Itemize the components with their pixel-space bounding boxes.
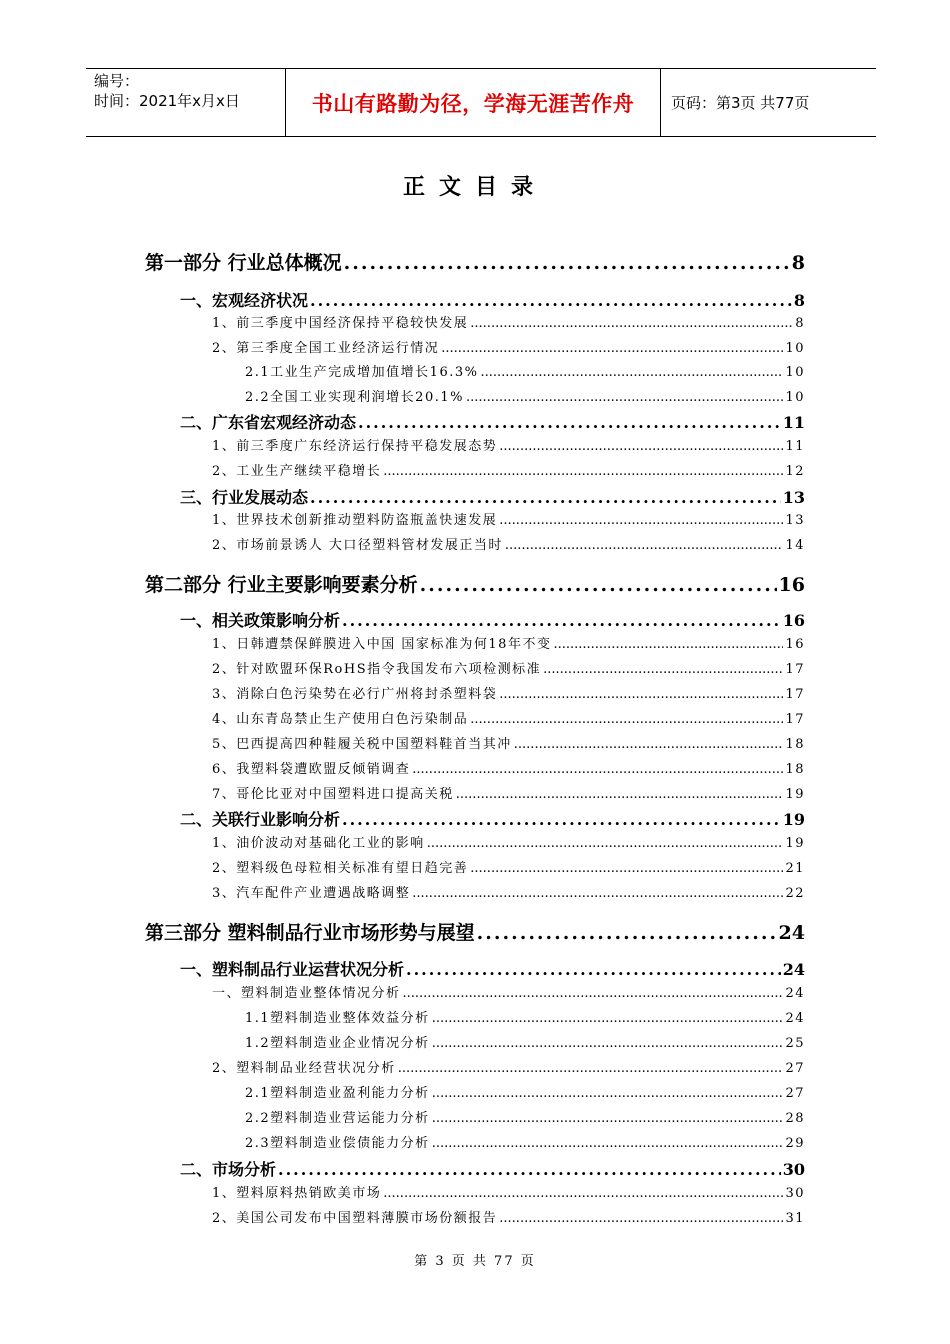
toc-entry-title: 2.3塑料制造业偿债能力分析: [245, 1136, 430, 1151]
toc-page-number: 17: [785, 712, 805, 727]
toc-entry-title: 2、针对欧盟环保RoHS指令我国发布六项检测标准: [212, 662, 542, 677]
toc-page-number: 29: [785, 1136, 805, 1151]
toc-entry-title: 2、塑料制品业经营状况分析: [212, 1061, 396, 1076]
toc-page-number: 11: [782, 413, 805, 432]
number-label: 编号：: [94, 72, 140, 90]
header-page-info: 页码：第3页 共77页: [671, 94, 810, 112]
toc-entry-level-4[interactable]: [245, 1107, 805, 1126]
toc-dot-leader: [499, 1211, 783, 1226]
toc-dot-leader: [466, 390, 783, 405]
toc-dot-leader: [420, 574, 777, 596]
toc-entry-level-2[interactable]: [180, 288, 805, 311]
toc-entry-level-2[interactable]: [180, 410, 805, 433]
toc-page-number: 31: [785, 1211, 805, 1226]
toc-entry-level-3[interactable]: [212, 758, 805, 777]
toc-dot-leader: [383, 464, 783, 479]
toc-page-number: 24: [782, 960, 805, 979]
toc-page-number: 10: [785, 390, 805, 405]
toc-entry-level-3[interactable]: [212, 683, 805, 702]
toc-entry-title: 3、消除白色污染势在必行广州将封杀塑料袋: [212, 687, 498, 702]
toc-page-number: 17: [785, 662, 805, 677]
toc-page-number: 22: [785, 886, 805, 901]
toc-dot-leader: [427, 836, 784, 851]
toc-dot-leader: [358, 413, 781, 432]
toc-dot-leader: [499, 687, 783, 702]
toc-page-number: 24: [778, 922, 805, 944]
toc-dot-leader: [543, 662, 783, 677]
toc-entry-level-3[interactable]: [212, 312, 805, 331]
toc-dot-leader: [480, 365, 783, 380]
toc-entry-level-3[interactable]: [212, 982, 805, 1001]
toc-entry-title: 一、塑料制品行业运营状况分析: [180, 960, 405, 979]
toc-page-number: 25: [785, 1036, 805, 1051]
toc-entry-level-2[interactable]: [180, 485, 805, 508]
toc-entry-title: 2、工业生产继续平稳增长: [212, 464, 382, 479]
toc-entry-title: 第三部分 塑料制品行业市场形势与展望: [145, 922, 475, 944]
toc-dot-leader: [432, 1086, 784, 1101]
toc-dot-leader: [310, 291, 792, 310]
toc-entry-level-4[interactable]: [245, 1082, 805, 1101]
toc-page-number: 28: [785, 1111, 805, 1126]
toc-page-number: 12: [785, 464, 805, 479]
toc-page-number: 19: [785, 836, 805, 851]
toc-page-number: 30: [782, 1160, 805, 1179]
toc-entry-title: 1、日韩遭禁保鲜膜进入中国 国家标准为何18年不变: [212, 637, 552, 652]
toc-page-number: 19: [782, 810, 805, 829]
toc-dot-leader: [499, 439, 783, 454]
toc-entry-level-4[interactable]: [245, 386, 805, 405]
toc-entry-level-3[interactable]: [212, 337, 805, 356]
toc-dot-leader: [342, 810, 781, 829]
toc-entry-title: 2、市场前景诱人 大口径塑料管材发展正当时: [212, 538, 503, 553]
toc-page-number: 27: [785, 1086, 805, 1101]
toc-entry-level-3[interactable]: [212, 1207, 805, 1226]
toc-dot-leader: [398, 1061, 784, 1076]
header-motto: 书山有路勤为径，学海无涯苦作舟: [286, 69, 661, 136]
toc-entry-title: 二、市场分析: [180, 1160, 277, 1179]
toc-dot-leader: [432, 1011, 784, 1026]
toc-page-number: 24: [785, 986, 805, 1001]
toc-entry-title: 6、我塑料袋遭欧盟反倾销调查: [212, 762, 411, 777]
toc-dot-leader: [470, 861, 783, 876]
toc-entry-title: 2.2塑料制造业营运能力分析: [245, 1111, 430, 1126]
toc-page-number: 18: [785, 762, 805, 777]
toc-entry-level-1[interactable]: [145, 248, 805, 275]
page-header: [86, 68, 876, 137]
toc-page-number: 18: [785, 737, 805, 752]
toc-entry-title: 一、相关政策影响分析: [180, 611, 341, 630]
toc-entry-title: 2.1工业生产完成增加值增长16.3%: [245, 365, 479, 380]
toc-entry-level-3[interactable]: [212, 882, 805, 901]
toc-dot-leader: [470, 316, 793, 331]
toc-page-number: 16: [782, 611, 805, 630]
toc-entry-level-4[interactable]: [245, 1132, 805, 1151]
toc-entry-level-2[interactable]: [180, 1157, 805, 1180]
toc-entry-level-2[interactable]: [180, 957, 805, 980]
toc-page-number: 24: [785, 1011, 805, 1026]
toc-entry-title: 1、塑料原料热销欧美市场: [212, 1186, 382, 1201]
toc-dot-leader: [470, 712, 783, 727]
toc-page-number: 30: [785, 1186, 805, 1201]
toc-page-number: 16: [778, 574, 805, 596]
toc-entry-level-3[interactable]: [212, 435, 805, 454]
toc-entry-level-3[interactable]: [212, 633, 805, 652]
toc-page-number: 27: [785, 1061, 805, 1076]
toc-entry-title: 2、第三季度全国工业经济运行情况: [212, 341, 440, 356]
toc-entry-level-1[interactable]: [145, 918, 805, 945]
toc-entry-level-3[interactable]: [212, 534, 805, 553]
toc-page-number: 8: [795, 316, 805, 331]
toc-dot-leader: [456, 787, 784, 802]
toc-dot-leader: [553, 637, 783, 652]
toc-entry-level-3[interactable]: [212, 460, 805, 479]
toc-dot-leader: [344, 252, 790, 274]
toc-dot-leader: [499, 513, 783, 528]
toc-entry-level-3[interactable]: [212, 708, 805, 727]
toc-page-number: 14: [785, 538, 805, 553]
toc-entry-level-3[interactable]: [212, 509, 805, 528]
toc-entry-title: 二、广东省宏观经济动态: [180, 413, 357, 432]
toc-dot-leader: [514, 737, 784, 752]
toc-entry-level-4[interactable]: [245, 1007, 805, 1026]
toc-dot-leader: [432, 1036, 784, 1051]
toc-entry-title: 7、哥伦比亚对中国塑料进口提高关税: [212, 787, 454, 802]
toc-entry-level-4[interactable]: [245, 1032, 805, 1051]
toc-entry-title: 1.2塑料制造业企业情况分析: [245, 1036, 430, 1051]
toc-entry-title: 2.2全国工业实现利润增长20.1%: [245, 390, 464, 405]
header-meta: [86, 69, 286, 136]
toc-entry-title: 5、巴西提高四种鞋履关税中国塑料鞋首当其冲: [212, 737, 512, 752]
toc-entry-title: 三、行业发展动态: [180, 488, 309, 507]
toc-dot-leader: [505, 538, 784, 553]
toc-entry-title: 1、世界技术创新推动塑料防盗瓶盖快速发展: [212, 513, 498, 528]
toc-entry-title: 第二部分 行业主要影响要素分析: [145, 574, 418, 596]
toc-dot-leader: [441, 341, 783, 356]
toc-dot-leader: [406, 960, 781, 979]
toc-entry-title: 1、前三季度中国经济保持平稳较快发展: [212, 316, 469, 331]
toc-entry-title: 1、前三季度广东经济运行保持平稳发展态势: [212, 439, 498, 454]
toc-entry-title: 一、宏观经济状况: [180, 291, 309, 310]
time-label: 时间：2021年x月x日: [94, 92, 240, 110]
toc-entry-level-1[interactable]: [145, 570, 805, 597]
toc-entry-level-4[interactable]: [245, 361, 805, 380]
toc-entry-title: 3、汽车配件产业遭遇战略调整: [212, 886, 411, 901]
toc-page-number: 11: [785, 439, 805, 454]
toc-entry-level-3[interactable]: [212, 1057, 805, 1076]
page-footer: 第 3 页 共 77 页: [414, 1254, 536, 1269]
toc-entry-title: 1.1塑料制造业整体效益分析: [245, 1011, 430, 1026]
toc-entry-title: 第一部分 行业总体概况: [145, 252, 342, 274]
toc-dot-leader: [477, 922, 777, 944]
toc-dot-leader: [403, 986, 784, 1001]
toc-page-number: 13: [785, 513, 805, 528]
toc-entry-level-3[interactable]: [212, 1182, 805, 1201]
toc-entry-level-3[interactable]: [212, 658, 805, 677]
toc-page-number: 19: [785, 787, 805, 802]
toc-dot-leader: [412, 762, 783, 777]
toc-dot-leader: [278, 1160, 781, 1179]
toc-entry-title: 1、油价波动对基础化工业的影响: [212, 836, 425, 851]
toc-entry-level-3[interactable]: [212, 783, 805, 802]
toc-dot-leader: [412, 886, 783, 901]
toc-entry-level-3[interactable]: [212, 857, 805, 876]
toc-entry-title: 4、山东青岛禁止生产使用白色污染制品: [212, 712, 469, 727]
toc-entry-title: 2、塑料级色母粒相关标准有望日趋完善: [212, 861, 469, 876]
toc-dot-leader: [383, 1186, 783, 1201]
toc-dot-leader: [342, 611, 781, 630]
page-title: 正文目录: [402, 174, 547, 200]
toc-page-number: 13: [782, 488, 805, 507]
toc-entry-level-3[interactable]: [212, 832, 805, 851]
toc-dot-leader: [432, 1111, 784, 1126]
toc-page-number: 17: [785, 687, 805, 702]
toc-page-number: 16: [785, 637, 805, 652]
toc-dot-leader: [310, 488, 781, 507]
toc-entry-title: 二、关联行业影响分析: [180, 810, 341, 829]
toc-entry-title: 一、塑料制造业整体情况分析: [212, 986, 401, 1001]
toc-entry-level-2[interactable]: [180, 608, 805, 631]
toc-page-number: 10: [785, 341, 805, 356]
toc-entry-level-3[interactable]: [212, 733, 805, 752]
toc-page-number: 8: [793, 291, 805, 310]
toc-entry-title: 2.1塑料制造业盈利能力分析: [245, 1086, 430, 1101]
toc-page-number: 21: [785, 861, 805, 876]
toc-entry-title: 2、美国公司发布中国塑料薄膜市场份额报告: [212, 1211, 498, 1226]
toc-entry-level-2[interactable]: [180, 807, 805, 830]
toc-page-number: 8: [791, 252, 805, 274]
toc-dot-leader: [432, 1136, 784, 1151]
toc-page-number: 10: [785, 365, 805, 380]
